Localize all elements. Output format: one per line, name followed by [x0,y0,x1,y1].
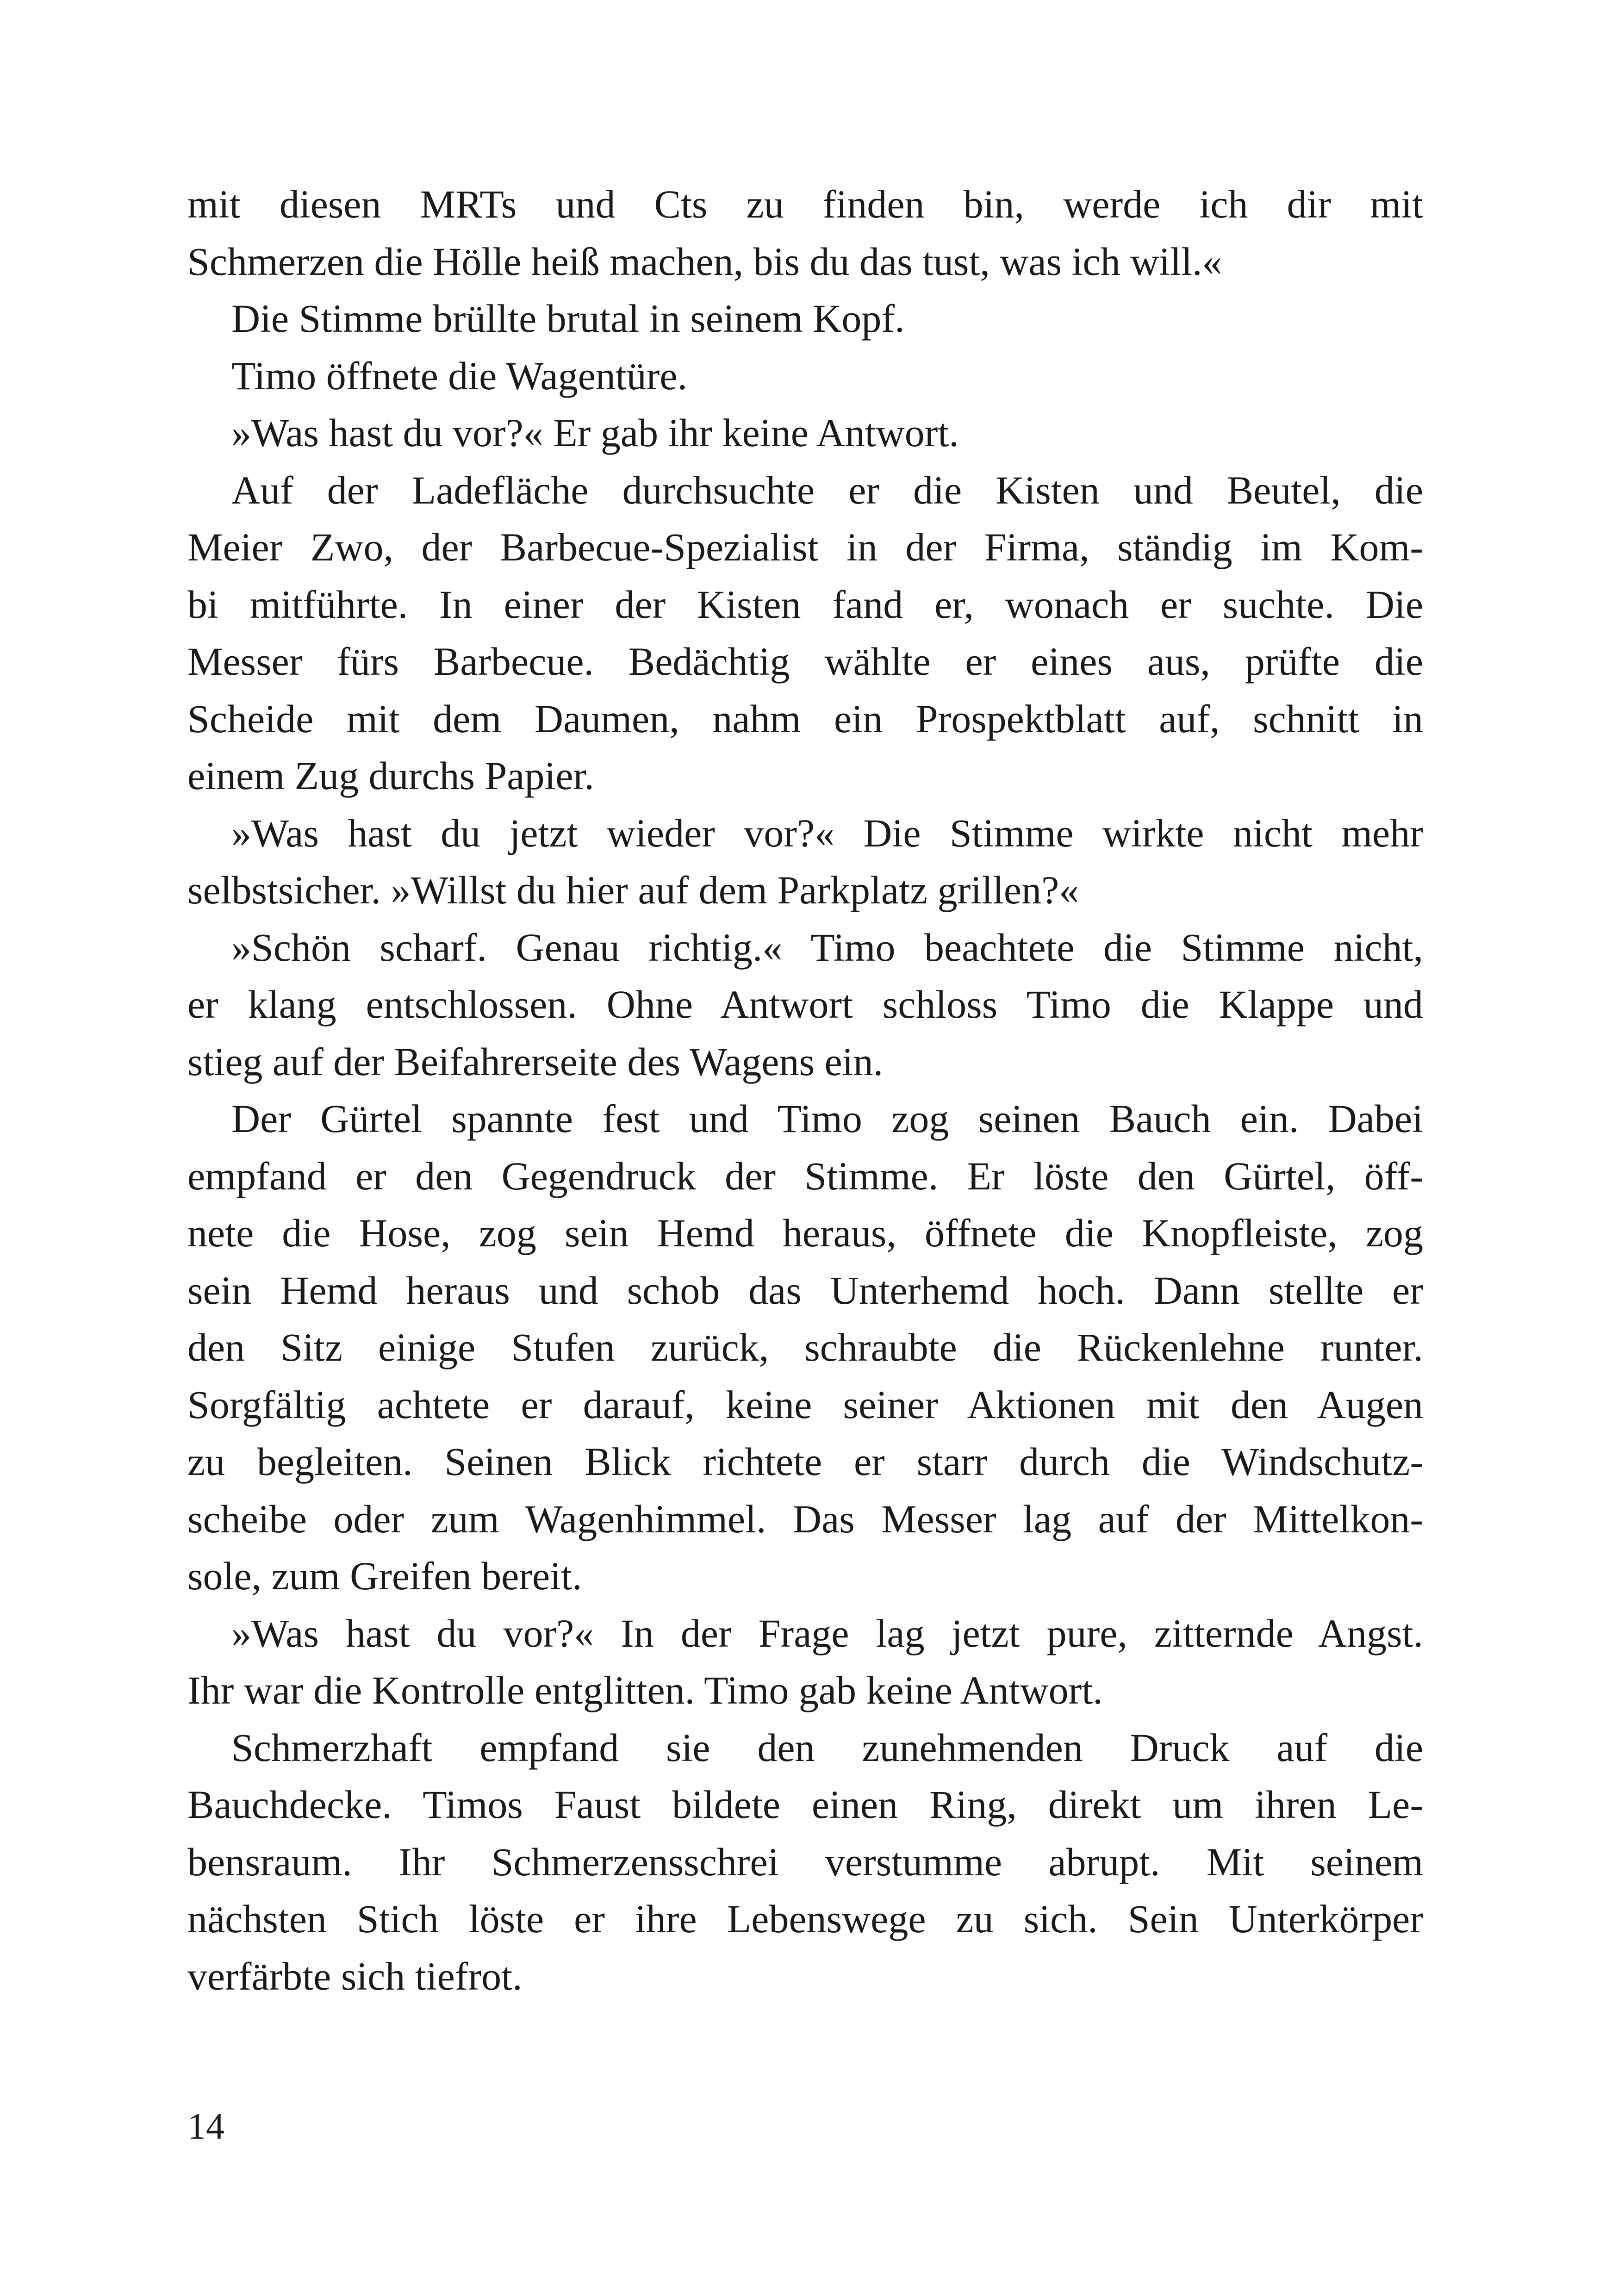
text-line: Schmerzhaft empfand sie den zunehmenden Druck auf die [231,1725,1423,1770]
text-line: er klang entschlossen. Ohne Antwort schloss Timo die Klappe und [187,982,1423,1027]
text-line: »Was hast du vor?« Er gab ihr keine Antwort. [231,411,959,455]
text-line: zu begleiten. Seinen Blick richtete er starr durch die Windschutz- [187,1439,1423,1484]
text-line: »Was hast du vor?« In der Frage lag jetzt pure, zitternde Angst. [231,1611,1423,1655]
text-line: Messer fürs Barbecue. Bedächtig wählte er eines aus, prüfte die [187,639,1423,684]
text-line: sole, zum Greifen bereit. [187,1554,582,1598]
text-line: nete die Hose, zog sein Hemd heraus, öffnete die Knopfleiste, zog [187,1211,1423,1255]
text-line: sein Hemd heraus und schob das Unterhemd hoch. Dann stellte er [187,1268,1423,1313]
text-line: »Was hast du jetzt wieder vor?« Die Stimme wirkte nicht mehr [231,810,1423,855]
text-line: Bauchdecke. Timos Faust bildete einen Ring, direkt um ihren Le- [187,1782,1423,1827]
text-line: bi mitführte. In einer der Kisten fand er, wonach er suchte. Die [187,582,1423,627]
text-line: Auf der Ladefläche durchsuchte er die Kisten und Beutel, die [231,467,1423,512]
body-text [187,176,1423,2005]
text-line: Sorgfältig achtete er darauf, keine seiner Aktionen mit den Augen [187,1382,1423,1427]
text-line: Die Stimme brüllte brutal in seinem Kopf. [231,296,905,341]
text-line: Scheide mit dem Daumen, nahm ein Prospektblatt auf, schnitt in [187,696,1423,741]
text-line: stieg auf der Beifahrerseite des Wagens ein. [187,1039,884,1084]
text-line: scheibe oder zum Wagenhimmel. Das Messer lag auf der Mittelkon- [187,1496,1423,1541]
text-line: Der Gürtel spannte fest und Timo zog seinen Bauch ein. Dabei [231,1096,1423,1141]
text-line: empfand er den Gegendruck der Stimme. Er löste den Gürtel, öff- [187,1153,1423,1198]
text-line: Ihr war die Kontrolle entglitten. Timo gab keine Antwort. [187,1668,1103,1712]
text-line: mit diesen MRTs und Cts zu finden bin, werde ich dir mit [187,182,1423,226]
text-line: Meier Zwo, der Barbecue-Spezialist in der Firma, ständig im Kom- [187,525,1423,569]
text-line: verfärbte sich tiefrot. [187,1954,523,1998]
text-line: »Schön scharf. Genau richtig.« Timo beachtete die Stimme nicht, [231,925,1423,970]
text-line: den Sitz einige Stufen zurück, schraubte die Rückenlehne runter. [187,1325,1423,1369]
page-number: 14 [187,2106,224,2147]
text-line: Timo öffnete die Wagentüre. [231,353,688,398]
text-line: bensraum. Ihr Schmerzensschrei verstumme abrupt. Mit seinem [187,1839,1423,1884]
text-line: nächsten Stich löste er ihre Lebenswege zu sich. Sein Unterkörper [187,1897,1423,1941]
text-line: einem Zug durchs Papier. [187,753,594,798]
text-line: Schmerzen die Hölle heiß machen, bis du das tust, was ich will.« [187,239,1222,284]
text-line: selbstsicher. »Willst du hier auf dem Parkplatz grillen?« [187,868,1079,912]
